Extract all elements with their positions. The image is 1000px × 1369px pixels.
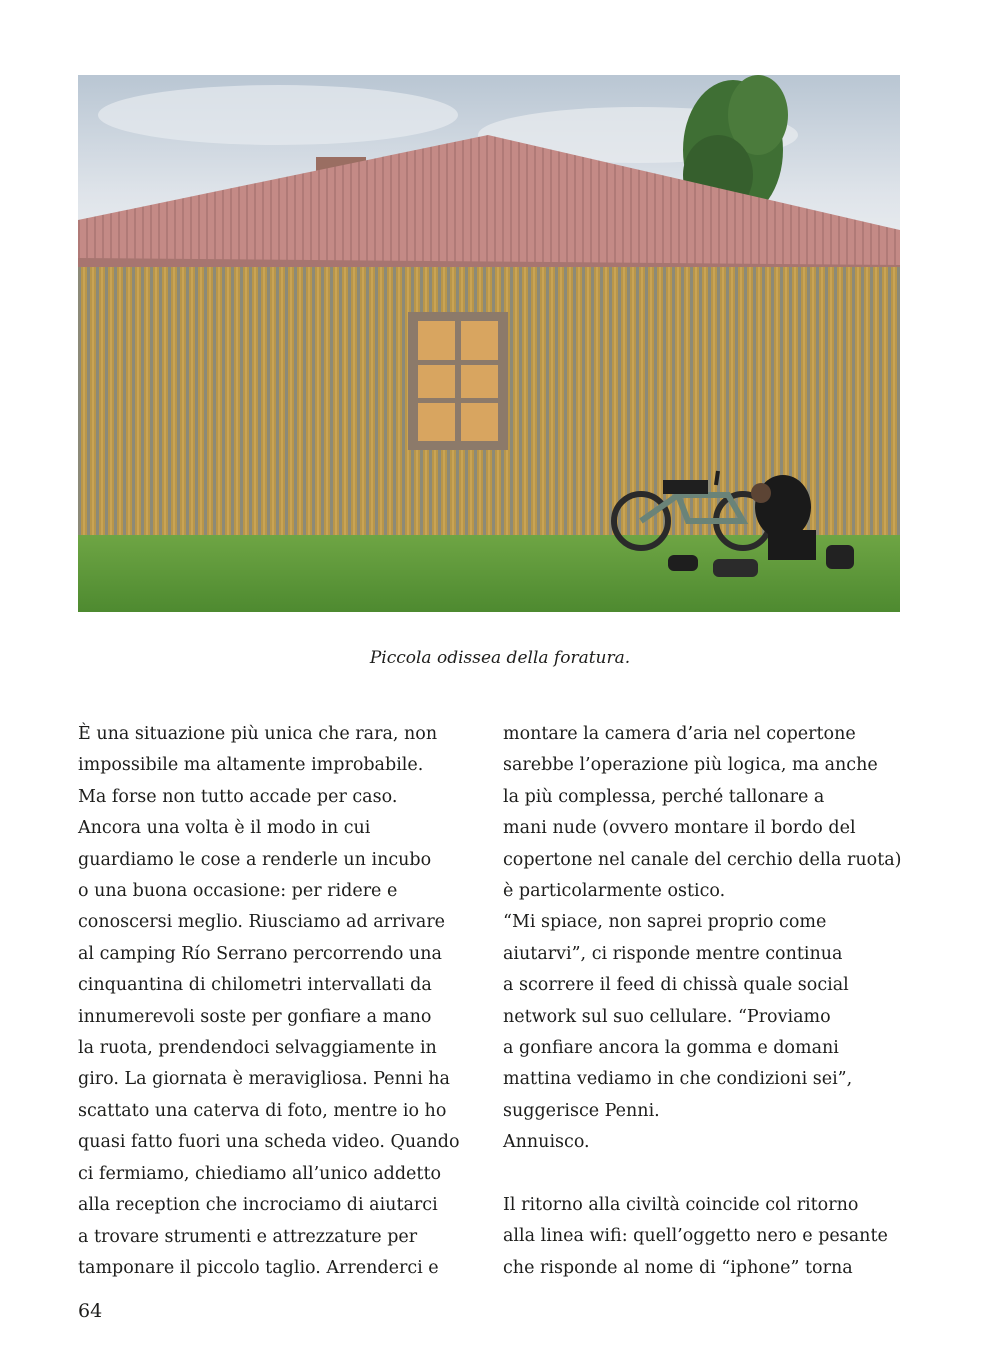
photo-house-bicycle <box>78 75 900 612</box>
text-line: cinquantina di chilometri intervallati da <box>78 975 432 996</box>
paragraph-break <box>503 1159 913 1190</box>
text-line: impossibile ma altamente improbabile. <box>78 755 424 776</box>
right-text-column <box>503 719 913 1284</box>
text-line: guardiamo le cose a renderle un incubo <box>78 849 432 870</box>
text-line: “Mi spiace, non saprei proprio come <box>503 912 827 933</box>
text-line: è particolarmente ostico. <box>503 881 726 902</box>
text-line: suggerisce Penni. <box>503 1100 660 1121</box>
text-line: la ruota, prendendoci selvaggiamente in <box>78 1038 437 1059</box>
text-line: Ancora una volta è il modo in cui <box>78 818 371 839</box>
text-line: giro. La giornata è meravigliosa. Penni ha <box>78 1069 450 1090</box>
text-line: a trovare strumenti e attrezzature per <box>78 1226 418 1247</box>
text-line: Annuisco. <box>503 1132 590 1153</box>
text-line: sarebbe l’operazione più logica, ma anche <box>503 755 878 776</box>
text-line: mattina vediamo in che condizioni sei”, <box>503 1069 853 1090</box>
text-line: alla reception che incrociamo di aiutarci <box>78 1195 438 1216</box>
text-line: scattato una caterva di foto, mentre io ho <box>78 1100 447 1121</box>
text-line: o una buona occasione: per ridere e <box>78 881 398 902</box>
text-line: copertone nel canale del cerchio della ruota) <box>503 849 902 870</box>
page-number: 64 <box>78 1300 103 1322</box>
photo-caption: Piccola odissea della foratura. <box>369 648 631 668</box>
text-line: Ma forse non tutto accade per caso. <box>78 786 398 807</box>
text-line: alla linea wifi: quell’oggetto nero e pesante <box>503 1226 888 1247</box>
text-line: conoscersi meglio. Riusciamo ad arrivare <box>78 912 446 933</box>
text-line: È una situazione più unica che rara, non <box>78 724 438 744</box>
text-line: a scorrere il feed di chissà quale social <box>503 975 849 996</box>
text-line: mani nude (ovvero montare il bordo del <box>503 818 856 839</box>
text-line: innumerevoli soste per gonfiare a mano <box>78 1006 432 1027</box>
text-line: montare la camera d’aria nel copertone <box>503 724 856 744</box>
text-line: tamponare il piccolo taglio. Arrenderci e <box>78 1257 439 1278</box>
text-line: quasi fatto fuori una scheda video. Quando <box>78 1132 460 1153</box>
text-line: a gonfiare ancora la gomma e domani <box>503 1038 839 1059</box>
left-text-column <box>78 719 488 1284</box>
text-line: Il ritorno alla civiltà coincide col ritorno <box>503 1195 859 1216</box>
text-line: ci fermiamo, chiediamo all’unico addetto <box>78 1163 442 1184</box>
text-line: che risponde al nome di “iphone” torna <box>503 1257 853 1278</box>
text-line: la più complessa, perché tallonare a <box>503 786 825 807</box>
text-line: al camping Río Serrano percorrendo una <box>78 943 442 964</box>
text-line: network sul suo cellulare. “Proviamo <box>503 1006 831 1027</box>
text-line: aiutarvi”, ci risponde mentre continua <box>503 943 843 964</box>
